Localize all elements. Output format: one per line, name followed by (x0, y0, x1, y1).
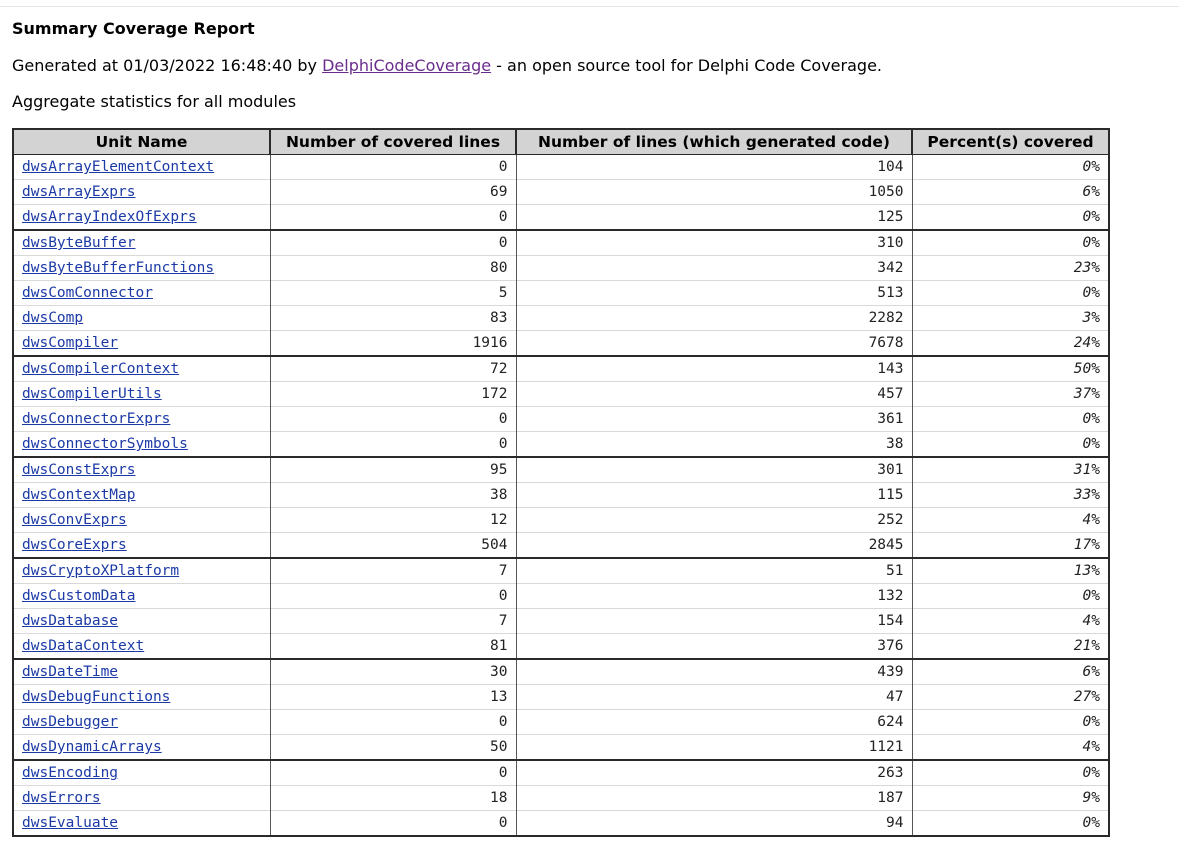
covered-lines-cell: 72 (270, 356, 516, 382)
total-lines-cell: 143 (516, 356, 912, 382)
table-row (13, 256, 1109, 281)
generated-prefix: Generated at 01/03/2022 16:48:40 by (12, 56, 318, 75)
table-row (13, 735, 1109, 761)
unit-link[interactable]: dwsCustomData (22, 588, 136, 604)
covered-lines-cell: 0 (270, 811, 516, 837)
table-row (13, 634, 1109, 660)
covered-lines-cell: 38 (270, 483, 516, 508)
unit-name-cell (13, 281, 270, 306)
percent-covered-cell: 17% (912, 533, 1109, 559)
covered-lines-cell: 30 (270, 659, 516, 685)
total-lines-cell: 132 (516, 584, 912, 609)
unit-name-cell (13, 457, 270, 483)
unit-link[interactable]: dwsDynamicArrays (22, 739, 162, 755)
covered-lines-cell: 0 (270, 230, 516, 256)
percent-covered-cell: 21% (912, 634, 1109, 660)
percent-covered-cell: 4% (912, 508, 1109, 533)
covered-lines-cell: 18 (270, 786, 516, 811)
percent-covered-cell: 0% (912, 432, 1109, 458)
covered-lines-cell: 7 (270, 609, 516, 634)
covered-lines-cell: 0 (270, 205, 516, 231)
unit-link[interactable]: dwsConstExprs (22, 462, 136, 478)
percent-covered-cell: 0% (912, 230, 1109, 256)
total-lines-cell: 2282 (516, 306, 912, 331)
unit-name-cell (13, 609, 270, 634)
unit-name-cell (13, 382, 270, 407)
percent-covered-cell: 0% (912, 281, 1109, 306)
unit-link[interactable]: dwsDatabase (22, 613, 119, 629)
covered-lines-cell: 504 (270, 533, 516, 559)
unit-name-cell (13, 533, 270, 559)
covered-lines-cell: 95 (270, 457, 516, 483)
unit-name-cell (13, 659, 270, 685)
covered-lines-cell: 80 (270, 256, 516, 281)
percent-covered-cell: 4% (912, 609, 1109, 634)
unit-link[interactable]: dwsConnectorExprs (22, 411, 171, 427)
unit-name-cell (13, 508, 270, 533)
table-row (13, 811, 1109, 837)
percent-covered-cell: 27% (912, 685, 1109, 710)
table-row (13, 331, 1109, 357)
table-row (13, 432, 1109, 458)
unit-link[interactable]: dwsDateTime (22, 664, 119, 680)
percent-covered-cell: 4% (912, 735, 1109, 761)
unit-link[interactable]: dwsByteBuffer (22, 235, 136, 251)
table-row (13, 306, 1109, 331)
unit-name-cell (13, 483, 270, 508)
covered-lines-cell: 0 (270, 760, 516, 786)
table-row (13, 180, 1109, 205)
covered-lines-cell: 12 (270, 508, 516, 533)
generated-suffix: - an open source tool for Delphi Code Coverage. (496, 56, 882, 75)
table-row (13, 508, 1109, 533)
covered-lines-cell: 69 (270, 180, 516, 205)
unit-name-cell (13, 558, 270, 584)
unit-name-cell (13, 710, 270, 735)
total-lines-cell: 376 (516, 634, 912, 660)
covered-lines-cell: 1916 (270, 331, 516, 357)
total-lines-cell: 1050 (516, 180, 912, 205)
total-lines-cell: 457 (516, 382, 912, 407)
percent-covered-cell: 31% (912, 457, 1109, 483)
unit-name-cell (13, 685, 270, 710)
unit-link[interactable]: dwsEvaluate (22, 815, 119, 831)
page-title: Summary Coverage Report (12, 19, 255, 38)
covered-lines-cell: 81 (270, 634, 516, 660)
table-row (13, 685, 1109, 710)
percent-covered-cell: 0% (912, 710, 1109, 735)
percent-covered-cell: 9% (912, 786, 1109, 811)
total-lines-cell: 439 (516, 659, 912, 685)
table-row (13, 659, 1109, 685)
report-header (12, 18, 882, 113)
table-row (13, 760, 1109, 786)
percent-covered-cell: 0% (912, 407, 1109, 432)
table-row (13, 533, 1109, 559)
unit-name-cell (13, 735, 270, 761)
percent-covered-cell: 0% (912, 205, 1109, 231)
percent-covered-cell: 33% (912, 483, 1109, 508)
table-row (13, 609, 1109, 634)
unit-link[interactable]: dwsDebugger (22, 714, 119, 730)
percent-covered-cell: 6% (912, 659, 1109, 685)
table-body (13, 155, 1109, 837)
total-lines-cell: 252 (516, 508, 912, 533)
table-row (13, 710, 1109, 735)
unit-link[interactable]: dwsArrayElementContext (22, 159, 215, 175)
table-row (13, 382, 1109, 407)
percent-covered-cell: 13% (912, 558, 1109, 584)
total-lines-cell: 51 (516, 558, 912, 584)
total-lines-cell: 47 (516, 685, 912, 710)
unit-link[interactable]: dwsConvExprs (22, 512, 127, 528)
total-lines-cell: 115 (516, 483, 912, 508)
total-lines-cell: 342 (516, 256, 912, 281)
covered-lines-cell: 5 (270, 281, 516, 306)
coverage-table (12, 128, 1110, 837)
percent-covered-cell: 37% (912, 382, 1109, 407)
unit-name-cell (13, 407, 270, 432)
unit-name-cell (13, 155, 270, 180)
unit-link[interactable]: dwsArrayExprs (22, 184, 136, 200)
total-lines-cell: 310 (516, 230, 912, 256)
unit-name-cell (13, 356, 270, 382)
table-header-row (13, 129, 1109, 155)
unit-link[interactable]: dwsComp (22, 310, 84, 326)
unit-name-cell (13, 306, 270, 331)
percent-covered-cell: 6% (912, 180, 1109, 205)
total-lines-cell: 38 (516, 432, 912, 458)
column-header-percent-covered: Percent(s) covered (912, 129, 1109, 155)
covered-lines-cell: 13 (270, 685, 516, 710)
unit-link[interactable]: dwsArrayIndexOfExprs (22, 209, 197, 225)
table-row (13, 457, 1109, 483)
table-row (13, 230, 1109, 256)
total-lines-cell: 125 (516, 205, 912, 231)
top-divider (0, 0, 1179, 7)
total-lines-cell: 301 (516, 457, 912, 483)
column-header-total-lines: Number of lines (which generated code) (516, 129, 912, 155)
percent-covered-cell: 50% (912, 356, 1109, 382)
total-lines-cell: 513 (516, 281, 912, 306)
column-header-covered-lines: Number of covered lines (270, 129, 516, 155)
unit-link[interactable]: dwsCryptoXPlatform (22, 563, 180, 579)
unit-link[interactable]: dwsCompiler (22, 335, 119, 351)
covered-lines-cell: 172 (270, 382, 516, 407)
table-row (13, 558, 1109, 584)
unit-link[interactable]: dwsContextMap (22, 487, 136, 503)
covered-lines-cell: 50 (270, 735, 516, 761)
unit-name-cell (13, 760, 270, 786)
unit-name-cell (13, 811, 270, 837)
unit-link[interactable]: dwsCompilerContext (22, 361, 180, 377)
total-lines-cell: 187 (516, 786, 912, 811)
table-row (13, 205, 1109, 231)
unit-link[interactable]: dwsByteBufferFunctions (22, 260, 215, 276)
percent-covered-cell: 23% (912, 256, 1109, 281)
total-lines-cell: 104 (516, 155, 912, 180)
unit-name-cell (13, 432, 270, 458)
table-row (13, 356, 1109, 382)
tool-link[interactable]: DelphiCodeCoverage (322, 56, 492, 75)
unit-name-cell (13, 180, 270, 205)
percent-covered-cell: 0% (912, 584, 1109, 609)
table-row (13, 584, 1109, 609)
unit-link[interactable]: dwsComConnector (22, 285, 153, 301)
unit-name-cell (13, 331, 270, 357)
unit-name-cell (13, 256, 270, 281)
covered-lines-cell: 0 (270, 407, 516, 432)
table-row (13, 786, 1109, 811)
total-lines-cell: 1121 (516, 735, 912, 761)
total-lines-cell: 7678 (516, 331, 912, 357)
unit-link[interactable]: dwsEncoding (22, 765, 119, 781)
unit-name-cell (13, 786, 270, 811)
total-lines-cell: 94 (516, 811, 912, 837)
table-row (13, 483, 1109, 508)
unit-name-cell (13, 634, 270, 660)
unit-link[interactable]: dwsCoreExprs (22, 537, 127, 553)
table-row (13, 407, 1109, 432)
unit-name-cell (13, 205, 270, 231)
total-lines-cell: 624 (516, 710, 912, 735)
total-lines-cell: 154 (516, 609, 912, 634)
covered-lines-cell: 0 (270, 155, 516, 180)
unit-link[interactable]: dwsDataContext (22, 638, 145, 654)
aggregate-label: Aggregate statistics for all modules (12, 92, 297, 111)
unit-link[interactable]: dwsErrors (22, 790, 101, 806)
percent-covered-cell: 0% (912, 155, 1109, 180)
total-lines-cell: 361 (516, 407, 912, 432)
covered-lines-cell: 7 (270, 558, 516, 584)
unit-link[interactable]: dwsDebugFunctions (22, 689, 171, 705)
percent-covered-cell: 0% (912, 811, 1109, 837)
covered-lines-cell: 0 (270, 584, 516, 609)
unit-name-cell (13, 230, 270, 256)
table-row (13, 155, 1109, 180)
table-row (13, 281, 1109, 306)
unit-link[interactable]: dwsCompilerUtils (22, 386, 162, 402)
generated-line (12, 55, 882, 77)
unit-name-cell (13, 584, 270, 609)
covered-lines-cell: 83 (270, 306, 516, 331)
percent-covered-cell: 0% (912, 760, 1109, 786)
unit-link[interactable]: dwsConnectorSymbols (22, 436, 188, 452)
percent-covered-cell: 3% (912, 306, 1109, 331)
total-lines-cell: 2845 (516, 533, 912, 559)
percent-covered-cell: 24% (912, 331, 1109, 357)
covered-lines-cell: 0 (270, 710, 516, 735)
total-lines-cell: 263 (516, 760, 912, 786)
column-header-unit-name: Unit Name (13, 129, 270, 155)
covered-lines-cell: 0 (270, 432, 516, 458)
